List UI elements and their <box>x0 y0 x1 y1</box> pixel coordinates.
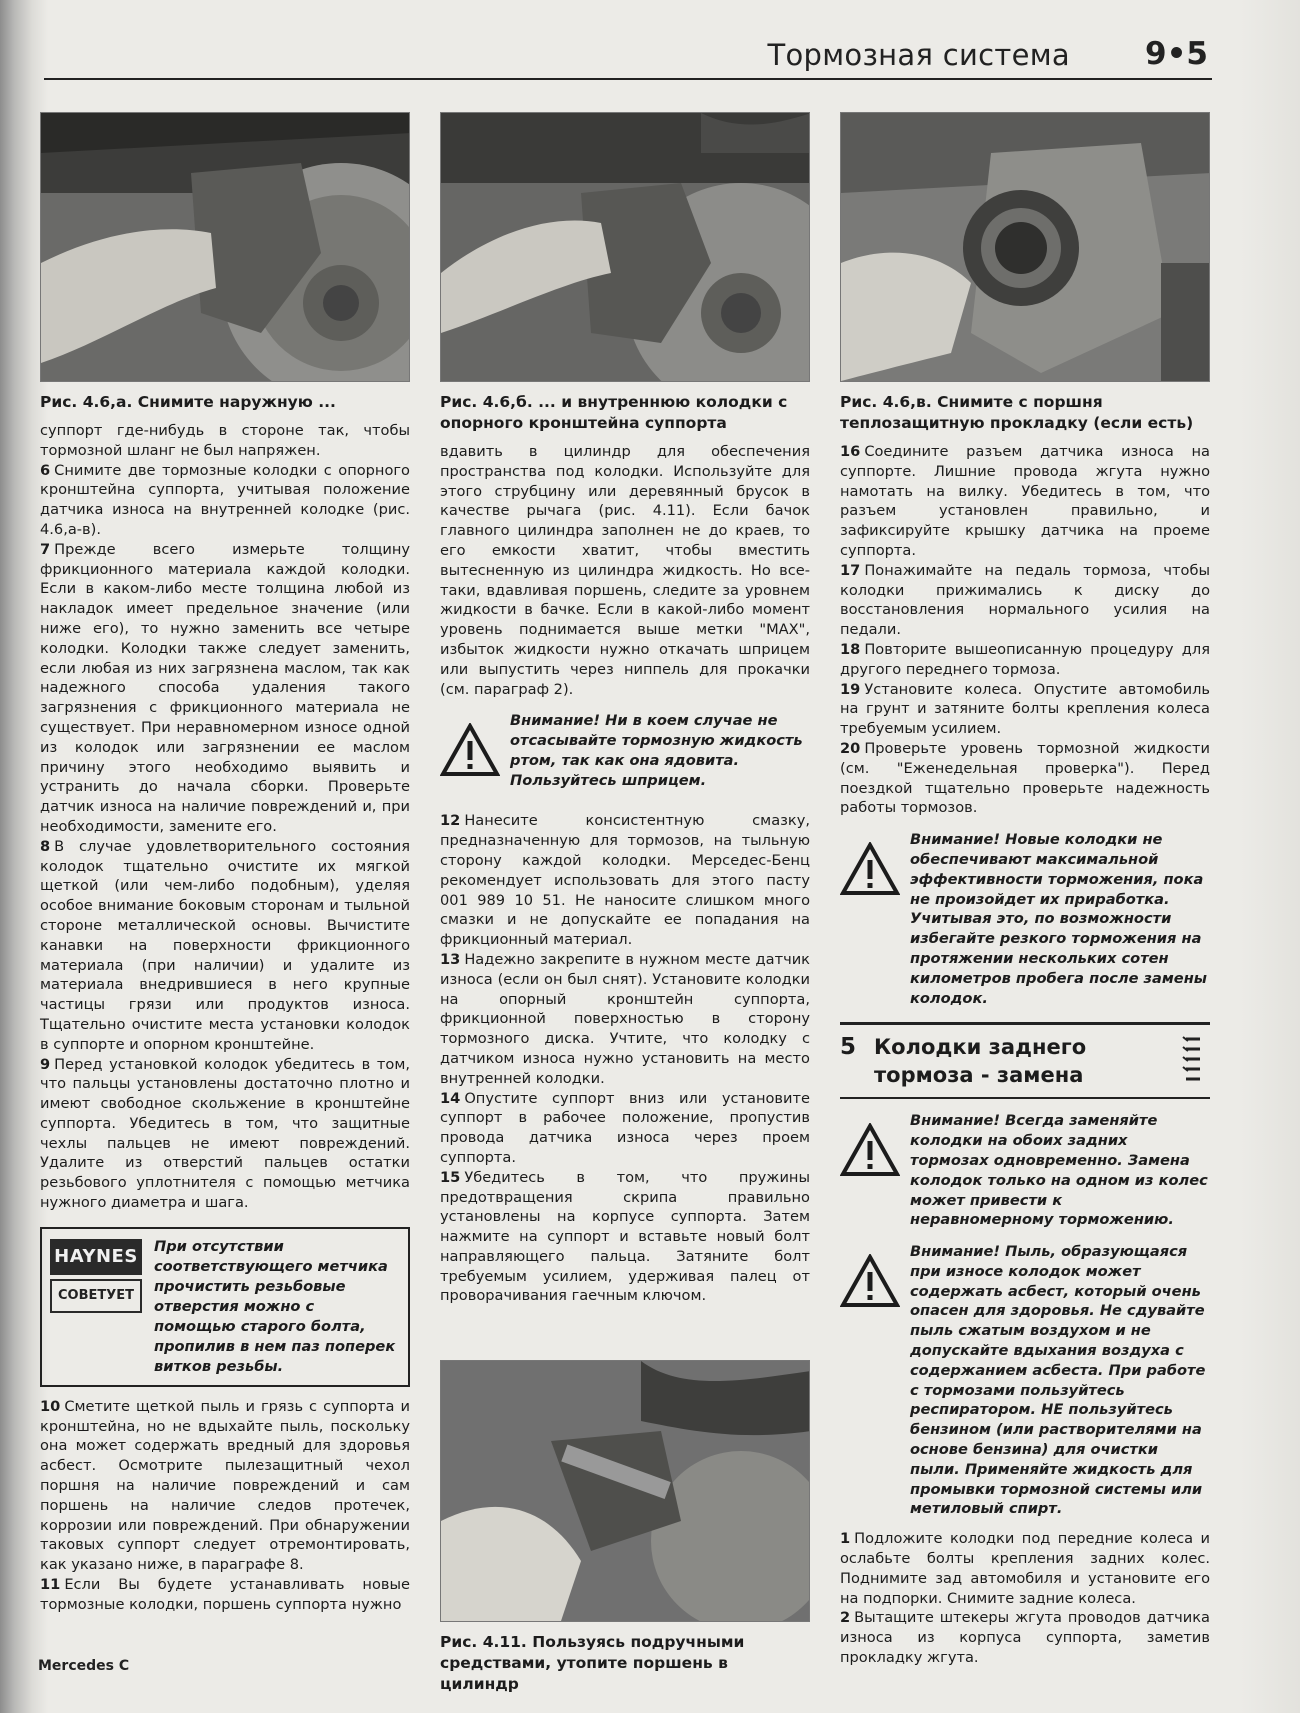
paragraph: 11 Если Вы будете устанавливать новые тормозные колодки, поршень суппорта нужно <box>40 1576 410 1613</box>
warning-box: Внимание! Пыль, образующаяся при износе колодок может содержать асбест, который очень опасен для здоровья. Не сдувайте пыль сжатым воздухом и не допускайте вдыхания воздуха с содержанием асбеста. При работе с тормозами пользуйтесь респиратором. НЕ пользуйтесь бензином (или растворителями на основе бензина) для очистки пыли. Применяйте жидкость для промывки тормозной системы или метиловый спирт. <box>840 1242 1210 1519</box>
paragraph: 17 Понажимайте на педаль тормоза, чтобы колодки прижимались к диску до восстановления нормального усилия на педали. <box>840 561 1210 639</box>
paragraph: 16 Соедините разъем датчика износа на суппорте. Лишние провода жгута нужно намотать на вилку. Убедитесь в том, что разъем установлен правильно, и зафиксируйте крышку датчика на проеме суппорта. <box>840 443 1210 559</box>
column-3 <box>840 112 1210 1668</box>
haynes-logo: HAYNES СОВЕТУЕТ <box>50 1239 142 1313</box>
body-text <box>40 421 410 1213</box>
body-text <box>40 1397 410 1615</box>
paragraph: 19 Установите колеса. Опустите автомобиль на грунт и затяните болты крепления колеса требуемым усилием. <box>840 680 1210 738</box>
column-2 <box>440 112 810 1703</box>
paragraph: 12 Нанесите консистентную смазку, предназначенную для тормозов, на тыльную сторону каждой колодки. Мерседес-Бенц рекомендует использовать для этого пасту 001 989 10 51. Не наносите слишком много смазки и не допускайте ее попадания на фрикционный материал. <box>440 812 810 949</box>
warning-triangle-icon <box>840 1123 900 1177</box>
body-text <box>440 811 810 1306</box>
paragraph: 8 В случае удовлетворительного состояния колодок тщательно очистите их мягкой щеткой (или чем-либо подобным), уделяя особое внимание боковым сторонам и тыльной стороне металлической основы. Вычистите канавки на поверхности фрикционного материала (при наличии) и удалите из материала внедрившиеся в него крупные частицы грязи или продуктов износа. Тщательно очистите места установки колодок в суппорте и опорном кронштейне. <box>40 837 410 1053</box>
paragraph: 6 Снимите две тормозные колодки с опорного кронштейна суппорта, учитывая положение датчика износа на внутренней колодке (рис. 4.6,а-в). <box>40 461 410 538</box>
paragraph: 2 Вытащите штекеры жгута проводов датчика износа из корпуса суппорта, заметив прокладку жгута. <box>840 1609 1210 1667</box>
body-text <box>840 442 1210 818</box>
paragraph: 18 Повторите вышеописанную процедуру для другого переднего тормоза. <box>840 640 1210 678</box>
warning-box: Внимание! Всегда заменяйте колодки на обоих задних тормозах одновременно. Замена колодок только на одном из колес может привести к неравномерному торможению. <box>840 1111 1210 1230</box>
paragraph: 14 Опустите суппорт вниз или установите суппорт в рабочее положение, пропустив провода датчика износа через проем суппорта. <box>440 1089 810 1166</box>
figure-caption: Рис. 4.6,а. Снимите наружную ... <box>40 393 336 411</box>
paragraph: 7 Прежде всего измерьте толщину фрикционного материала каждой колодки. Если в каком-либо месте толщина любой из накладок имеет предельное значение (или ниже его), то нужно заменить все четыре колодки. Колодки также следует заменить, если любая из них загрязнена маслом, так как надежного способа удаления такого загрязнения с фрикционного материала не существует. При неравномерном износе одной из колодок или загрязнении ее маслом причину этого необходимо выявить и устранить до начала сборки. Проверьте датчик износа на наличие повреждений и, при необходимости, замените его. <box>40 540 410 835</box>
body-text <box>840 1529 1210 1668</box>
paragraph: 9 Перед установкой колодок убедитесь в том, что пальцы установлены достаточно плотно и имеют свободное скольжение в кронштейне суппорта. Убедитесь в том, что защитные чехлы пальцев не имеют повреждений. Удалите из отверстий пальцев остатки резьбового уплотнителя с помощью метчика нужного диаметра и шага. <box>40 1055 410 1212</box>
warning-triangle-icon <box>840 842 900 896</box>
page-number: 9•5 <box>1145 36 1208 72</box>
spanner-difficulty-icon <box>1180 1035 1206 1091</box>
paragraph: 13 Надежно закрепите в нужном месте датчик износа (если он был снят). Установите колодки на опорный кронштейн суппорта, фрикционной поверхностью в сторону тормозного диска. Учтите, что колодку с датчиком износа нужно установить на место внутренней колодки. <box>440 950 810 1087</box>
figure-caption: Рис. 4.6,в. Снимите с поршня теплозащитную прокладку (если есть) <box>840 393 1194 432</box>
paragraph: вдавить в цилиндр для обеспечения пространства под колодки. Используйте для этого струбцину или деревянный брусок в качестве рычага (рис. 4.11). Если бачок главного цилиндра заполнен не до краев, то его емкости хватит, чтобы вместить вытесненную из цилиндра жидкость. Но все-таки, вдавливая поршень, следите за уровнем жидкости в бачке. Если в какой-либо момент уровень поднимается выше метки "MAX", избыток жидкости нужно откачать шприцем или выпустить через ниппель для прокачки (см. параграф 2). <box>440 443 810 698</box>
section-number: 5 <box>840 1034 857 1061</box>
warning-box: Внимание! Новые колодки не обеспечивают максимальной эффективности торможения, пока не произойдет их приработка. Учитывая это, по возможности избегайте резкого торможения на протяжении нескольких сотен километров пробега после замены колодок. <box>840 830 1210 1008</box>
warning-triangle-icon <box>440 723 500 777</box>
photo-inner-pad-removal <box>440 112 810 382</box>
haynes-tip-box <box>40 1227 410 1387</box>
paragraph: суппорт где-нибудь в стороне так, чтобы тормозной шланг не был напряжен. <box>40 422 410 459</box>
figure-caption: Рис. 4.6,б. ... и внутреннюю колодки с опорного кронштейна суппорта <box>440 393 788 432</box>
page-header <box>44 28 1212 80</box>
paragraph: 20 Проверьте уровень тормозной жидкости (см. "Еженедельная проверка"). Перед поездкой тщательно проверьте надежность работы тормозов. <box>840 739 1210 817</box>
paragraph: 1 Подложите колодки под передние колеса и ослабьте болты крепления задних колес. Поднимите зад автомобиля и установите его на подпорки. Снимите задние колеса. <box>840 1530 1210 1607</box>
paragraph: 10 Сметите щеткой пыль и грязь с суппорта и кронштейна, но не вдыхайте пыль, поскольку она может содержать вредный для здоровья асбест. Осмотрите пылезащитный чехол поршня на наличие повреждений и сам поршень на наличие следов протечек, коррозии или повреждений. При обнаружении таковых суппорт следует отремонтировать, как указано ниже, в параграфе 8. <box>40 1397 410 1574</box>
figure-caption: Рис. 4.11. Пользуясь подручными средствами, утопите поршень в цилиндр <box>440 1633 745 1694</box>
body-text <box>440 442 810 699</box>
section-title: Колодки заднего тормоза - замена <box>874 1035 1087 1088</box>
page-footer: Mercedes C <box>38 1658 130 1674</box>
warning-box: Внимание! Ни в коем случае не отсасывайте тормозную жидкость ртом, так как она ядовита. Пользуйтесь шприцем. <box>440 711 810 801</box>
paragraph: 15 Убедитесь в том, что пружины предотвращения скрипа правильно установлены на корпусе суппорта. Затем нажмите на суппорт и вставьте новый болт направляющего пальца. Затяните болт требуемым усилием, удерживая палец от проворачивания гаечным ключом. <box>440 1168 810 1305</box>
chapter-title: Тормозная система <box>767 38 1070 72</box>
photo-piston-push <box>440 1360 810 1622</box>
photo-heat-shield-removal <box>840 112 1210 382</box>
haynes-tip-text: При отсутствии соответствующего метчика прочистить резьбовые отверстия можно с помощью старого болта, пропилив в нем паз поперек витков резьбы. <box>154 1237 396 1375</box>
photo-outer-pad-removal <box>40 112 410 382</box>
section-heading <box>840 1022 1210 1099</box>
warning-triangle-icon <box>840 1254 900 1308</box>
column-1 <box>40 112 410 1615</box>
